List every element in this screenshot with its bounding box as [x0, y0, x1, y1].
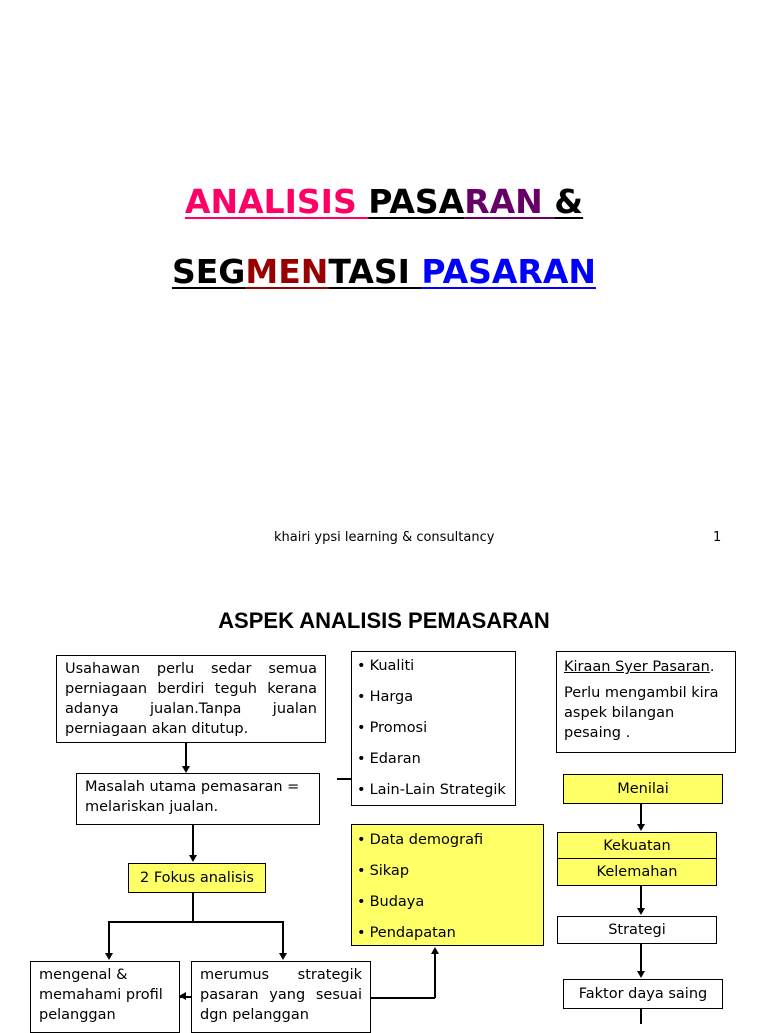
weakness-text: Kelemahan [596, 864, 678, 880]
connector-line [108, 921, 110, 953]
connector-line [185, 743, 187, 766]
strength-box [557, 832, 717, 860]
page-number: 1 [713, 530, 722, 545]
arrow-head [182, 766, 190, 773]
arrow-head [431, 947, 439, 954]
title-line-2 [0, 252, 768, 292]
know-customer-text: mengenal & memahami profil pelanggan [39, 967, 163, 1023]
strategy-items-box [351, 651, 516, 806]
arrow-head [189, 855, 197, 862]
formulate-box [191, 961, 371, 1033]
list-item: • Pendapatan [357, 923, 538, 943]
formulate-text: merumus strategik pasaran yang sesuai dgn pelanggan [200, 967, 362, 1023]
assess-text: Menilai [617, 781, 669, 797]
market-share-box [556, 651, 736, 753]
list-item: • Lain-Lain Strategik [357, 780, 510, 800]
diagram-slide [0, 576, 768, 1024]
title-line-2-segment: SEG [171, 252, 246, 291]
arrow-head [637, 824, 645, 831]
problem-suffix: . [213, 799, 219, 815]
strength-text: Kekuatan [603, 838, 671, 854]
slide-footer: khairi ypsi learning & consultancy [274, 530, 495, 545]
arrow-head [179, 992, 186, 1000]
connector-line [337, 778, 351, 780]
market-share-title-suffix: . [709, 659, 715, 675]
market-share-title [564, 657, 728, 677]
list-item: • Edaran [357, 749, 510, 769]
connector-line [434, 953, 436, 998]
title-line-2-segment: TASI [328, 252, 422, 291]
title-line-1-segment: ANALISIS [184, 182, 369, 221]
intro-text: Usahawan perlu sedar semua perniagaan berdiri teguh kerana adanya jualan.Tanpa jualan perniagaan akan ditutup. [65, 661, 317, 737]
list-item: • Data demografi [357, 830, 538, 850]
title-line-1 [0, 182, 768, 222]
problem-text: Masalah utama pemasaran = melariskan jualan [85, 779, 300, 815]
list-item: • Sikap [357, 861, 538, 881]
arrow-head [279, 953, 287, 960]
connector-line [192, 825, 194, 855]
connector-line [640, 1009, 642, 1024]
intro-box [56, 655, 326, 743]
assess-box [563, 774, 723, 804]
know-customer-box [30, 961, 180, 1033]
connector-line [640, 944, 642, 971]
customer-items-box [351, 824, 544, 946]
list-item: • Promosi [357, 718, 510, 738]
title-line-1-segment: PASA [368, 182, 465, 221]
title-line-1-segment: & [554, 182, 584, 221]
focus-text: 2 Fokus analisis [140, 870, 254, 886]
arrow-head [637, 971, 645, 978]
list-item: • Budaya [357, 892, 538, 912]
title-line-2-segment: PASARAN [421, 252, 596, 291]
customer-items-list [357, 830, 538, 943]
problem-box [76, 773, 320, 825]
connector-line [192, 893, 194, 921]
competitive-text: Faktor daya saing [578, 986, 708, 1002]
slide-title: ASPEK ANALISIS PEMASARAN [218, 608, 550, 633]
connector-line [108, 921, 284, 923]
strategy-text: Strategi [608, 922, 666, 938]
market-share-body: Perlu mengambil kira aspek bilangan pesaing . [564, 685, 719, 741]
weakness-box [557, 858, 717, 886]
connector-line [640, 886, 642, 908]
title-line-2-segment: MEN [245, 252, 329, 291]
connector-line [640, 804, 642, 824]
connector-line [282, 921, 284, 953]
list-item: • Harga [357, 687, 510, 707]
connector-line [371, 997, 435, 999]
arrow-head [105, 953, 113, 960]
market-share-title-text: Kiraan Syer Pasaran [564, 659, 710, 675]
strategy-box [557, 916, 717, 944]
arrow-head [637, 908, 645, 915]
strategy-items-list [357, 656, 510, 800]
focus-box [128, 863, 266, 893]
competitive-box [563, 979, 723, 1009]
title-line-1-segment: RAN [464, 182, 555, 221]
list-item: • Kualiti [357, 656, 510, 676]
